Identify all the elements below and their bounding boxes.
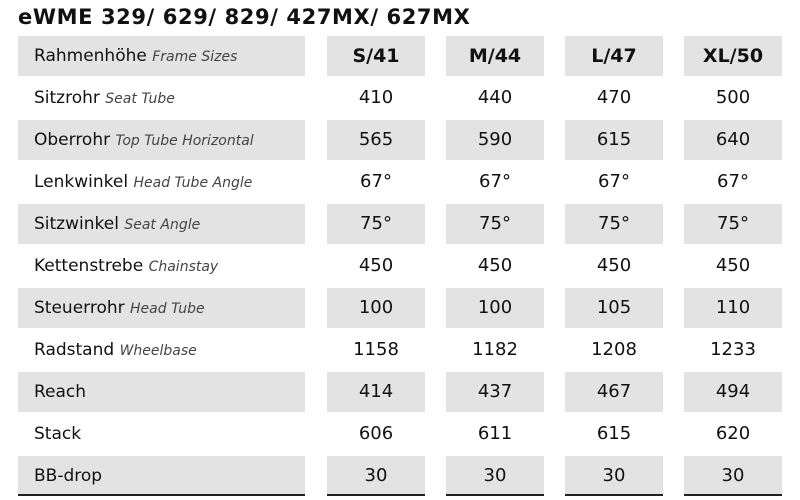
table-cell: 615	[565, 120, 663, 160]
row-label	[18, 288, 305, 328]
table-cell: 1158	[353, 339, 399, 360]
table-cell: 30	[327, 456, 425, 496]
table-cell: 500	[715, 87, 751, 108]
row-label	[18, 456, 305, 496]
row-label-de: Steuerrohr	[34, 298, 125, 318]
table-cell: 1208	[591, 339, 637, 360]
table-cell: 75°	[446, 204, 544, 244]
table-cell: 67°	[598, 171, 630, 192]
table-cell: 437	[446, 372, 544, 412]
table-row	[18, 204, 782, 246]
table-cell: 410	[358, 87, 394, 108]
table-cell: 450	[596, 255, 632, 276]
row-label	[18, 120, 305, 160]
table-cell: 110	[684, 288, 782, 328]
row-label	[18, 330, 305, 370]
table-cell: 470	[596, 87, 632, 108]
row-label	[18, 246, 305, 286]
size-xl-header: XL/50	[684, 36, 782, 76]
row-label	[18, 414, 305, 454]
row-label	[18, 162, 305, 202]
table-cell: 590	[446, 120, 544, 160]
header-label-de: Rahmenhöhe	[34, 46, 147, 66]
table-cell: 100	[327, 288, 425, 328]
table-cell: 30	[684, 456, 782, 496]
table-cell: 75°	[684, 204, 782, 244]
row-label-de: Sitzrohr	[34, 88, 100, 108]
table-cell: 620	[715, 423, 751, 444]
table-row	[18, 120, 782, 162]
row-label-de: Kettenstrebe	[34, 256, 144, 276]
table-cell: 467	[565, 372, 663, 412]
geometry-table	[18, 36, 782, 498]
row-label-de: BB-drop	[34, 466, 103, 486]
page-title: eWME 329/ 629/ 829/ 427MX/ 627MX	[18, 5, 471, 29]
row-label-en: Wheelbase	[119, 343, 197, 359]
table-cell: 615	[596, 423, 632, 444]
table-row	[18, 330, 782, 372]
table-cell: 30	[446, 456, 544, 496]
size-s-header: S/41	[327, 36, 425, 76]
table-cell: 414	[327, 372, 425, 412]
table-cell: 565	[327, 120, 425, 160]
row-label-en: Chainstay	[148, 259, 219, 275]
table-cell: 450	[477, 255, 513, 276]
row-label-de: Reach	[34, 382, 87, 402]
table-cell: 640	[684, 120, 782, 160]
table-cell: 75°	[327, 204, 425, 244]
row-label-de: Radstand	[34, 340, 115, 360]
table-cell: 100	[446, 288, 544, 328]
table-cell: 67°	[717, 171, 749, 192]
table-row	[18, 78, 782, 120]
table-row	[18, 246, 782, 288]
row-label-de: Oberrohr	[34, 130, 111, 150]
row-label	[18, 372, 305, 412]
table-cell: 611	[477, 423, 513, 444]
row-label-en: Seat Tube	[105, 91, 175, 107]
table-cell: 440	[477, 87, 513, 108]
table-row	[18, 414, 782, 456]
table-cell: 75°	[565, 204, 663, 244]
table-cell: 67°	[479, 171, 511, 192]
table-cell: 494	[684, 372, 782, 412]
row-label-en: Seat Angle	[124, 217, 201, 233]
table-row	[18, 372, 782, 414]
header-label	[18, 36, 305, 76]
size-l-header: L/47	[565, 36, 663, 76]
row-label	[18, 78, 305, 118]
row-label-de: Sitzwinkel	[34, 214, 119, 234]
row-label	[18, 204, 305, 244]
row-label-en: Head Tube Angle	[133, 175, 253, 191]
table-cell: 450	[358, 255, 394, 276]
table-row	[18, 288, 782, 330]
row-label-de: Stack	[34, 424, 82, 444]
row-label-en: Head Tube	[130, 301, 205, 317]
table-cell: 105	[565, 288, 663, 328]
size-m-header: M/44	[446, 36, 544, 76]
table-cell: 606	[358, 423, 394, 444]
table-cell: 30	[565, 456, 663, 496]
table-cell: 1182	[472, 339, 518, 360]
table-header-row	[18, 36, 782, 78]
table-cell: 1233	[710, 339, 756, 360]
table-cell: 67°	[360, 171, 392, 192]
table-row	[18, 162, 782, 204]
table-row	[18, 456, 782, 498]
row-label-de: Lenkwinkel	[34, 172, 129, 192]
table-cell: 450	[715, 255, 751, 276]
row-label-en: Top Tube Horizontal	[115, 133, 254, 149]
header-label-en: Frame Sizes	[152, 49, 238, 65]
